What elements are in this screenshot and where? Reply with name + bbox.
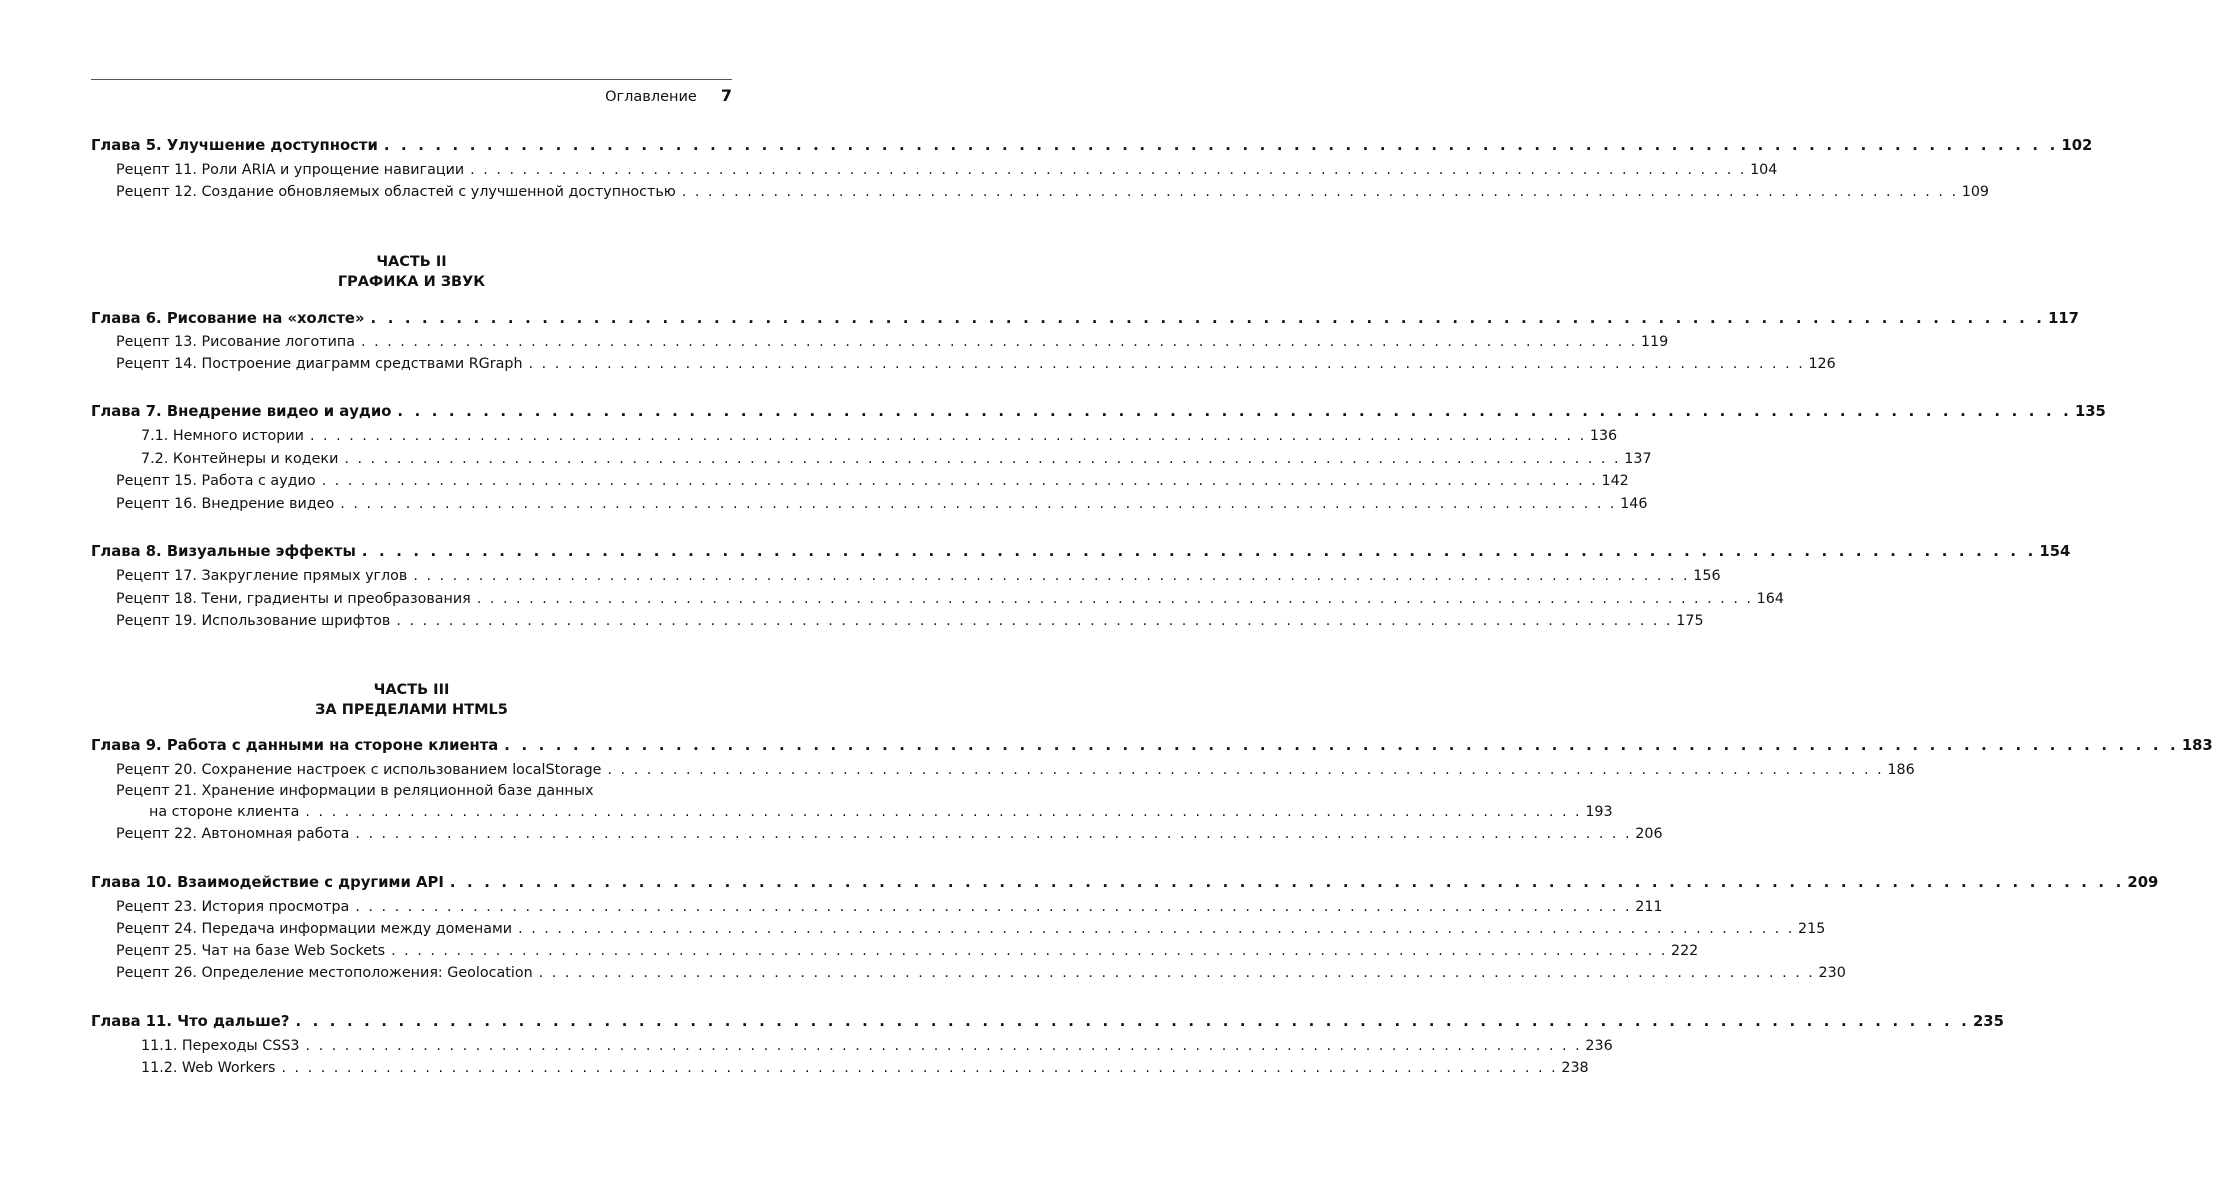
toc-entry-label: Рецепт 25. Чат на базе Web Sockets [116,943,386,959]
toc-recipe-23 [91,899,1663,915]
dot-leader: . . . . . . . . . . . . . . . . . . . . . . . . . . . . . . . . . . . . . . . . . . . . . . . . . . . . . . . . . . . . . . . . . . . . . . . . . . . . . . . . . . . . . . . . . . . . . . . . . . [383,137,2059,154]
toc-entry-label: Рецепт 19. Использование шрифтов [116,613,391,629]
toc-recipe-11 [91,162,1778,178]
toc-recipe-21 [91,804,1613,820]
dot-leader: . . . . . . . . . . . . . . . . . . . . . . . . . . . . . . . . . . . . . . . . . . . . . . . . . . . . . . . . . . . . . . . . . . . . . . . . . . . . . . . . . . . . . . . . . . . . . . . . . . [607,762,1884,778]
dot-leader: . . . . . . . . . . . . . . . . . . . . . . . . . . . . . . . . . . . . . . . . . . . . . . . . . . . . . . . . . . . . . . . . . . . . . . . . . . . . . . . . . . . . . . . . . . . . . . . . . . [370,310,2046,327]
dot-leader: . . . . . . . . . . . . . . . . . . . . . . . . . . . . . . . . . . . . . . . . . . . . . . . . . . . . . . . . . . . . . . . . . . . . . . . . . . . . . . . . . . . . . . . . . . . . . . . . . . [361,334,1638,350]
toc-recipe-17 [91,568,1721,584]
toc-entry-page: 235 [1973,1013,2004,1030]
header-rule [91,79,732,80]
toc-entry-label: Рецепт 14. Построение диаграмм средствами RGraph [116,356,523,372]
toc-section-11-1 [91,1038,1613,1054]
toc-recipe-12 [91,184,1990,200]
toc-recipe-16 [91,496,1648,512]
toc-entry-label: Рецепт 18. Тени, градиенты и преобразования [116,591,471,607]
part-3-title: ЧАСТЬ III [373,682,450,698]
toc-entry-label: Рецепт 22. Автономная работа [116,826,350,842]
toc-recipe-18 [91,591,1784,607]
dot-leader: . . . . . . . . . . . . . . . . . . . . . . . . . . . . . . . . . . . . . . . . . . . . . . . . . . . . . . . . . . . . . . . . . . . . . . . . . . . . . . . . . . . . . . . . . . . . . . . . . . [340,496,1617,512]
toc-entry-label: Рецепт 13. Рисование логотипа [116,334,356,350]
dot-leader: . . . . . . . . . . . . . . . . . . . . . . . . . . . . . . . . . . . . . . . . . . . . . . . . . . . . . . . . . . . . . . . . . . . . . . . . . . . . . . . . . . . . . . . . . . . . . . . . . . [309,428,1587,444]
toc-entry-page: 135 [2074,403,2106,420]
toc-entry-label: Рецепт 11. Роли ARIA и упрощение навигации [116,162,465,178]
toc-entry-label: Глава 10. Взаимодействие с другими API [91,874,444,891]
toc-entry-page: 126 [1808,356,1836,372]
toc-recipe-25 [91,943,1699,959]
header-title: Оглавление [605,89,697,105]
toc-recipe-22 [91,826,1663,842]
toc-entry-label: Рецепт 17. Закругление прямых углов [116,568,408,584]
dot-leader: . . . . . . . . . . . . . . . . . . . . . . . . . . . . . . . . . . . . . . . . . . . . . . . . . . . . . . . . . . . . . . . . . . . . . . . . . . . . . . . . . . . . . . . . . . . . . . . . . . [305,1038,1582,1054]
dot-leader: . . . . . . . . . . . . . . . . . . . . . . . . . . . . . . . . . . . . . . . . . . . . . . . . . . . . . . . . . . . . . . . . . . . . . . . . . . . . . . . . . . . . . . . . . . . . . . . . . . [470,162,1747,178]
dot-leader: . . . . . . . . . . . . . . . . . . . . . . . . . . . . . . . . . . . . . . . . . . . . . . . . . . . . . . . . . . . . . . . . . . . . . . . . . . . . . . . . . . . . . . . . . . . . . . . . . . [361,543,2037,560]
dot-leader: . . . . . . . . . . . . . . . . . . . . . . . . . . . . . . . . . . . . . . . . . . . . . . . . . . . . . . . . . . . . . . . . . . . . . . . . . . . . . . . . . . . . . . . . . . . . . . . . . . [538,965,1815,981]
toc-entry-label: Рецепт 24. Передача информации между доменами [116,921,513,937]
dot-leader: . . . . . . . . . . . . . . . . . . . . . . . . . . . . . . . . . . . . . . . . . . . . . . . . . . . . . . . . . . . . . . . . . . . . . . . . . . . . . . . . . . . . . . . . . . . . . . . . . . [321,473,1598,489]
toc-chapter-9 [91,737,2213,754]
dot-leader: . . . . . . . . . . . . . . . . . . . . . . . . . . . . . . . . . . . . . . . . . . . . . . . . . . . . . . . . . . . . . . . . . . . . . . . . . . . . . . . . . . . . . . . . . . . . . . . . . . [295,1013,1970,1030]
toc-entry-label: Рецепт 23. История просмотра [116,899,350,915]
toc-entry-page: 175 [1676,613,1704,629]
toc-recipe-19 [91,613,1704,629]
toc-recipe-24 [91,921,1826,937]
toc-entry-page: 209 [2127,874,2159,891]
toc-entry-page: 109 [1961,184,1990,200]
dot-leader: . . . . . . . . . . . . . . . . . . . . . . . . . . . . . . . . . . . . . . . . . . . . . . . . . . . . . . . . . . . . . . . . . . . . . . . . . . . . . . . . . . . . . . . . . . . . . . . . . . [344,451,1621,467]
toc-entry-page: 211 [1635,899,1663,915]
toc-section-7-2 [91,451,1652,467]
toc-entry-page: 117 [2048,310,2079,327]
toc-entry-page: 164 [1756,591,1784,607]
toc-chapter-10 [91,874,2159,891]
toc-entry-page: 156 [1693,568,1721,584]
toc-entry-label: Рецепт 15. Работа с аудио [116,473,316,489]
dot-leader: . . . . . . . . . . . . . . . . . . . . . . . . . . . . . . . . . . . . . . . . . . . . . . . . . . . . . . . . . . . . . . . . . . . . . . . . . . . . . . . . . . . . . . . . . . . . . . . . . . [449,874,2125,891]
toc-recipe-14 [91,356,1836,372]
toc-recipe-13 [91,334,1669,350]
dot-leader: . . . . . . . . . . . . . . . . . . . . . . . . . . . . . . . . . . . . . . . . . . . . . . . . . . . . . . . . . . . . . . . . . . . . . . . . . . . . . . . . . . . . . . . . . . . . . . . . . . [504,737,2179,754]
toc-entry-label: 7.2. Контейнеры и кодеки [141,451,339,467]
toc-entry-label: Глава 6. Рисование на «холсте» [91,310,365,327]
dot-leader: . . . . . . . . . . . . . . . . . . . . . . . . . . . . . . . . . . . . . . . . . . . . . . . . . . . . . . . . . . . . . . . . . . . . . . . . . . . . . . . . . . . . . . . . . . . . . . . . . . [396,613,1673,629]
dot-leader: . . . . . . . . . . . . . . . . . . . . . . . . . . . . . . . . . . . . . . . . . . . . . . . . . . . . . . . . . . . . . . . . . . . . . . . . . . . . . . . . . . . . . . . . . . . . . . . . . . [355,899,1632,915]
toc-entry-page: 142 [1601,473,1629,489]
dot-leader: . . . . . . . . . . . . . . . . . . . . . . . . . . . . . . . . . . . . . . . . . . . . . . . . . . . . . . . . . . . . . . . . . . . . . . . . . . . . . . . . . . . . . . . . . . . . . . . . . . [413,568,1690,584]
toc-entry-label: Рецепт 26. Определение местоположения: Geolocation [116,965,533,981]
toc-entry-page: 136 [1589,428,1618,444]
toc-recipe-21-line1: Рецепт 21. Хранение информации в реляционной базе данных [116,783,594,799]
dot-leader: . . . . . . . . . . . . . . . . . . . . . . . . . . . . . . . . . . . . . . . . . . . . . . . . . . . . . . . . . . . . . . . . . . . . . . . . . . . . . . . . . . . . . . . . . . . . . . . . . . [518,921,1795,937]
dot-leader: . . . . . . . . . . . . . . . . . . . . . . . . . . . . . . . . . . . . . . . . . . . . . . . . . . . . . . . . . . . . . . . . . . . . . . . . . . . . . . . . . . . . . . . . . . . . . . . . . . [476,591,1753,607]
dot-leader: . . . . . . . . . . . . . . . . . . . . . . . . . . . . . . . . . . . . . . . . . . . . . . . . . . . . . . . . . . . . . . . . . . . . . . . . . . . . . . . . . . . . . . . . . . . . . . . . . . [681,184,1959,200]
toc-entry-page: 215 [1798,921,1826,937]
toc-entry-label: Рецепт 20. Сохранение настроек с использованием localStorage [116,762,602,778]
part-2-subtitle: ГРАФИКА И ЗВУК [337,274,486,290]
toc-entry-page: 104 [1750,162,1778,178]
running-header [91,86,732,106]
toc-entry-page: 236 [1585,1038,1613,1054]
toc-entry-page: 230 [1818,965,1846,981]
header-page-number: 7 [720,86,732,105]
toc-section-11-2 [91,1060,1589,1076]
toc-entry-label: Глава 11. Что дальше? [91,1013,290,1030]
toc-entry-page: 238 [1561,1060,1589,1076]
toc-entry-label: 11.2. Web Workers [141,1060,276,1076]
toc-chapter-5 [91,137,2093,154]
toc-chapter-7 [91,403,2106,420]
dot-leader: . . . . . . . . . . . . . . . . . . . . . . . . . . . . . . . . . . . . . . . . . . . . . . . . . . . . . . . . . . . . . . . . . . . . . . . . . . . . . . . . . . . . . . . . . . . . . . . . . . [528,356,1805,372]
toc-entry-label: Рецепт 12. Создание обновляемых областей с улучшенной доступностью [116,184,676,200]
toc-entry-page: 183 [2181,737,2213,754]
toc-entry-label: на стороне клиента [149,804,300,820]
toc-entry-page: 137 [1624,451,1652,467]
toc-entry-page: 186 [1887,762,1915,778]
dot-leader: . . . . . . . . . . . . . . . . . . . . . . . . . . . . . . . . . . . . . . . . . . . . . . . . . . . . . . . . . . . . . . . . . . . . . . . . . . . . . . . . . . . . . . . . . . . . . . . . . . [305,804,1582,820]
toc-entry-label: Глава 7. Внедрение видео и аудио [91,403,392,420]
toc-recipe-15 [91,473,1629,489]
toc-entry-page: 146 [1620,496,1648,512]
toc-entry-label: Глава 9. Работа с данными на стороне клиента [91,737,499,754]
toc-chapter-6 [91,310,2079,327]
part-3-subtitle: ЗА ПРЕДЕЛАМИ HTML5 [315,702,508,718]
dot-leader: . . . . . . . . . . . . . . . . . . . . . . . . . . . . . . . . . . . . . . . . . . . . . . . . . . . . . . . . . . . . . . . . . . . . . . . . . . . . . . . . . . . . . . . . . . . . . . . . . . [391,943,1668,959]
part-2-title: ЧАСТЬ II [376,254,447,270]
dot-leader: . . . . . . . . . . . . . . . . . . . . . . . . . . . . . . . . . . . . . . . . . . . . . . . . . . . . . . . . . . . . . . . . . . . . . . . . . . . . . . . . . . . . . . . . . . . . . . . . . . [281,1060,1558,1076]
toc-recipe-26 [91,965,1846,981]
toc-entry-page: 154 [2039,543,2071,560]
toc-entry-page: 102 [2061,137,2093,154]
toc-entry-page: 119 [1640,334,1669,350]
dot-leader: . . . . . . . . . . . . . . . . . . . . . . . . . . . . . . . . . . . . . . . . . . . . . . . . . . . . . . . . . . . . . . . . . . . . . . . . . . . . . . . . . . . . . . . . . . . . . . . . . . [397,403,2072,420]
toc-entry-label: 11.1. Переходы CSS3 [141,1038,300,1054]
toc-entry-page: 222 [1670,943,1699,959]
toc-recipe-20 [91,762,1915,778]
toc-entry-label: Глава 8. Визуальные эффекты [91,543,356,560]
toc-chapter-11 [91,1013,2004,1030]
toc-section-7-1 [91,428,1618,444]
toc-entry-label: Глава 5. Улучшение доступности [91,137,378,154]
toc-chapter-8 [91,543,2071,560]
dot-leader: . . . . . . . . . . . . . . . . . . . . . . . . . . . . . . . . . . . . . . . . . . . . . . . . . . . . . . . . . . . . . . . . . . . . . . . . . . . . . . . . . . . . . . . . . . . . . . . . . . [355,826,1632,842]
toc-entry-page: 206 [1635,826,1663,842]
toc-entry-label: 7.1. Немного истории [141,428,304,444]
toc-entry-label: Рецепт 16. Внедрение видео [116,496,335,512]
toc-entry-page: 193 [1585,804,1613,820]
